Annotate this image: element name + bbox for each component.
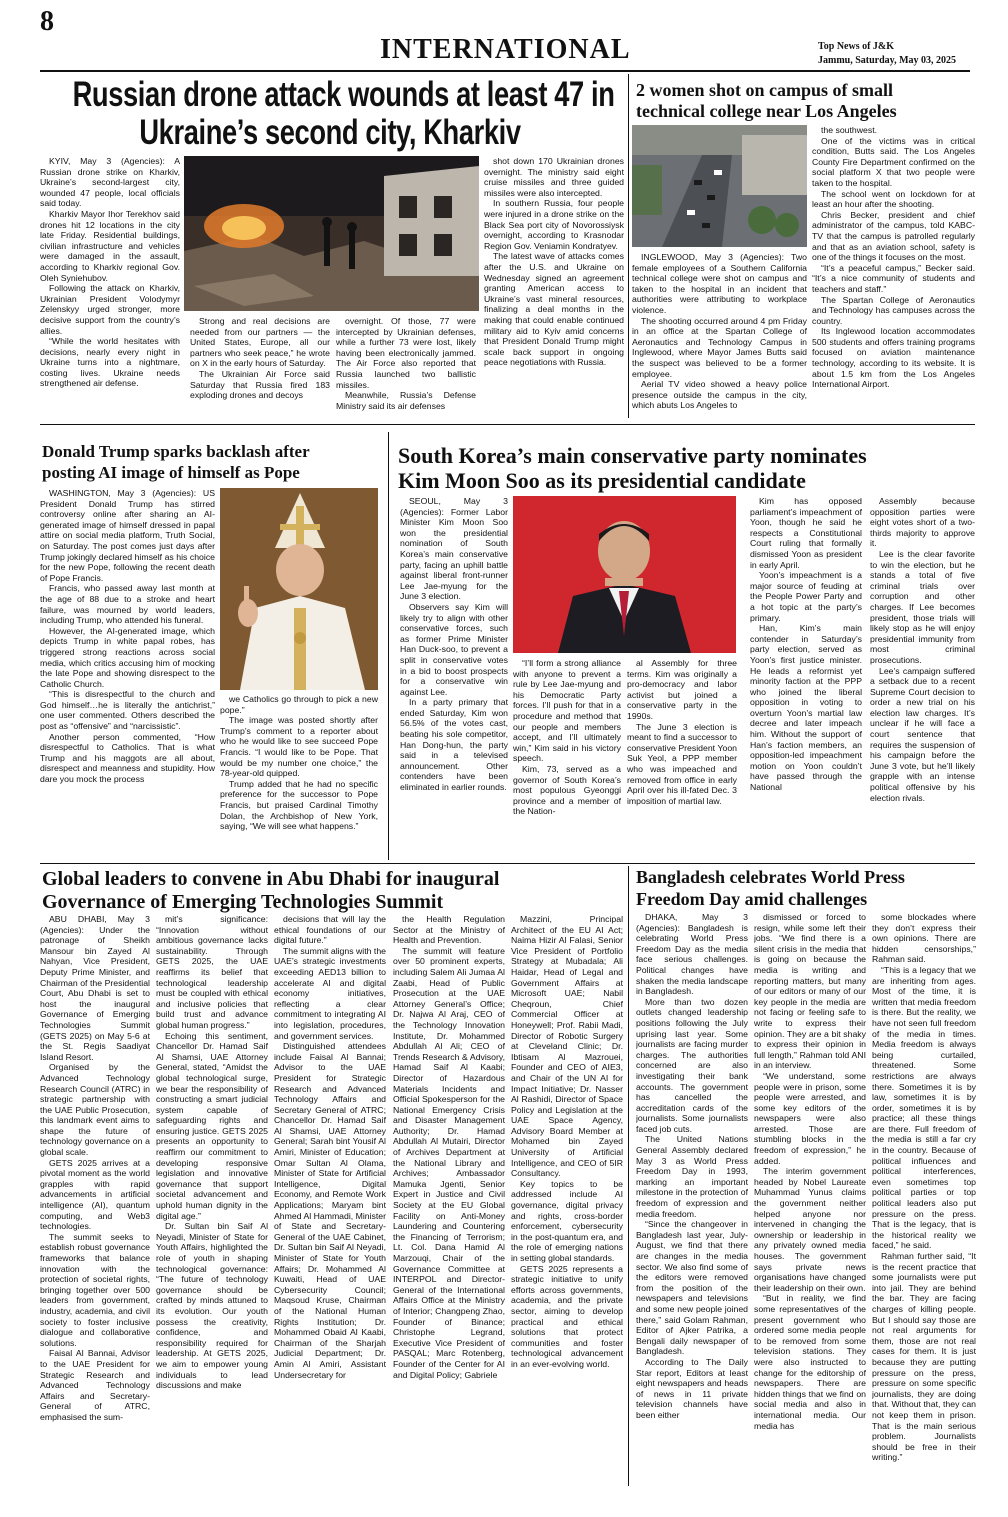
text-column [393, 914, 505, 1484]
section-title: INTERNATIONAL [380, 34, 631, 65]
headline-line: Global leaders to convene in Abu Dhabi for inaugural [42, 868, 500, 890]
paragraph: Kim has opposed parliament’s impeachment of Yoon, though he said he respects a Constitutional Court ruling that formally dismissed Yoon as president in early April. [750, 496, 862, 570]
paragraph: Meanwhile, Russia’s Defense Ministry said its air defenses [336, 390, 476, 411]
paragraph: The school went on lockdown for at least an hour after the shooting. [812, 188, 975, 210]
headline-line: Russian drone attack wounds at least 47 in [72, 75, 615, 114]
paragraph: The United Nations General Assembly declared May 3 as World Press Freedom Day in 1993, marking an important milestone in the protection of freedom of expression and media freedom. [636, 1134, 748, 1219]
paragraph: Trump added that he had no specific preference for the successor to Pope Francis, but praised Cardinal Timothy Dolan, the Archbishop of New York, saying, “We will see what happens.” [220, 778, 378, 832]
paragraph: mit’s significance: “Innovation without ambitious governance lacks sustainability. Through GETS 2025, the UAE reaffirms its belief that technological leadership must be coupled with ethical and inclusive policies that build trust and advance global human progress.” [156, 914, 268, 1030]
paragraph: KYIV, May 3 (Agencies): A Russian drone strike on Kharkiv, Ukraine’s second-largest city, wounded 47 people, local officials said today. [40, 156, 180, 209]
paragraph: Rahman further said, “It is the recent practice that some journalists were put into jail. They are behind the bar. They are facing charges of killing people. But I should say those are not real arguments for them, those are not real cases for them. It is just because they are putting pressure on the press, pressure on some specific journalists, they are doing that. Without that, they can not keep them in prison. That is the main serious problem. Journalists should be free in their writing.” [872, 1251, 976, 1463]
paragraph: In southern Russia, four people were injured in a drone strike on the Black Sea port city of Novorossiysk overnight, according to Krasnodar Region Gov. Veniamin Kondratyev. [484, 198, 624, 251]
paragraph: Strong and real decisions are needed from our partners — the United States, Europe, all our partners who seek peace,” he wrote on X in the early hours of Saturday. [190, 316, 330, 369]
paragraph: One of the victims was in critical condition, Butts said. The Los Angeles County Fire Department confirmed on the social platform X that two people were taken to the hospital. [812, 135, 975, 188]
text-column [511, 914, 623, 1484]
paragraph: Kim, 73, served as a governor of South Korea’s most populous Gyeonggi province and a member of the Nation- [513, 763, 621, 817]
column-rule [628, 74, 629, 418]
paragraph: “But in reality, we find some representatives of the present government who ordered some media people to be removed from some television stations. They were also instructed to change for the editorship of newspapers. There are hidden things that we find on social media and also in international media. Our media has [754, 1293, 866, 1431]
paragraph: Faisal Al Bannai, Advisor to the UAE President for Strategic Research and Advanced Technology Affairs and Secretary-General of ATRC, emphasised the sum- [40, 1348, 150, 1422]
paragraph: Organised by the Advanced Technology Research Council (ATRC) in strategic partnership with the UAE Public Prosecution, this landmark event aims to shape the future of technology governance on a global scale. [40, 1062, 150, 1158]
text-column [812, 125, 975, 418]
paragraph: “I’ll form a strong alliance with anyone to prevent a rule by Lee Jae-myung and his Democratic Party forces. I’ll push for that in a procedure and method that our people and members accept, and I’ll ultimately win,” Kim said in his victory speech. [513, 658, 621, 764]
paragraph: The summit seeks to establish robust governance frameworks that balance innovation with the protection of societal rights, bringing together over 500 leaders from government, industry, academia, and civil society to foster inclusive dialogue and collaborative solutions. [40, 1231, 150, 1348]
paragraph: The image was posted shortly after Trump’s comment to a reporter about who he would like to see succeed Pope Francis. “I would like to be Pope. That would be my number one choice,” the 78-year-old quipped. [220, 715, 378, 779]
section-rule [40, 424, 975, 425]
text-column [513, 658, 621, 858]
paragraph: “Since the changeover in Bangladesh last year, July-August, we find that there are changes in the media sector. We also find some of the editors were removed from the position of the newspapers and televisions and some new people joined there,” said Golam Rahman, Editor of Ajker Patrika, a Bengali daily newspaper of Bangladesh. [636, 1219, 748, 1357]
paragraph: The summit aligns with the UAE’s strategic investments exceeding AED13 billion to accelerate AI and digital economy initiatives, reflecting a clear commitment to integrating AI into legislation, procedures, and government services. [274, 945, 386, 1041]
text-column [40, 914, 150, 1484]
text-column [750, 496, 862, 858]
paragraph: DHAKA, May 3 (Agencies): Bangladesh is celebrating World Press Freedom Day as the media face serious challenges. Political changes have shaken the media landscape in Bangladesh. [636, 912, 748, 997]
paragraph: Chris Becker, president and chief administrator of the campus, told KABC-TV that the campus is patrolled regularly and that as an aviation school, safety is one of the things it focuses on the most. [812, 209, 975, 263]
paragraph: Distinguished attendees include Faisal Al Bannai; Advisor to the UAE President for Strategic Research and Advanced Technology Affairs and Secretary General of ATRC; Chancellor Dr. Hamad Saif Al Shamsi, UAE Attorney General; Sarah bint Yousif Al Amiri, Minister of Education; Omar Sultan Al Olama, Minister of State for Artificial Intelligence, Digital Economy, and Remote Work Applications; Maryam bint Ahmed Al Hammadi, Minister of State and Secretary-General of the UAE Cabinet, Dr. Sultan bin Saif Al Neyadi, Minister of State for Youth Affairs; Dr. Mohammed Al Kuwaiti, Head of UAE Cybersecurity Council; Maqsoud Kruse, Chairman of the National Human Rights Institution; Dr. Mohammed Obaid Al Kaabi, Chairman of the Sharjah Judicial Department; Dr. Amin Al Amiri, Assistant Undersecretary for [274, 1041, 386, 1380]
paragraph: the southwest. [821, 125, 878, 135]
page-number: 8 [40, 6, 54, 37]
aerial-image [632, 125, 807, 247]
paragraph: “We understand, some people were in prison, some people were arrested, and some key editors of the newspapers were also arrested. Those are stumbling blocks in the freedom of expression,” he added. [754, 1070, 866, 1166]
column-rule [628, 866, 629, 1486]
paragraph: More than two dozen outlets changed leadership positions following the July uprising last year. Some journalists are facing murder charges. The authorities concerned are also investigating their bank accounts. The government has cancelled the accreditation cards of the journalists. Some journalists faced job cuts. [636, 996, 748, 1134]
paragraph: Yoon’s impeachment is a major source of feuding at the People Power Party and a hot topic at the party’s primary. [750, 570, 862, 623]
text-column [870, 496, 975, 858]
candidate-portrait [513, 496, 736, 653]
paragraph: The summit will feature over 50 prominent experts, including Salem Ali Jumaa Al Zaabi, Head of Public Prosecution at the UAE Attorney General’s Office; Dr. Najwa Al Araj, CEO of the Technology Innovation Institute, Dr. Mohammed Abdullah Al Ali; CEO of Trends Research & Advisory, Hamad Saif Al Kaabi; Director of Hazardous Materials Incidents and Official Spokesperson for the National Emergency Crisis and Disaster Management Authority; Dr. Hamad Abdullah Al Mutairi, Director of Archives Department at the National Library and Archives; Ambassador Mamuka Jgenti, Senior Expert in Justice and Civil Society at the EU Global Facility on Anti-Money Laundering and Countering the Financing of Terrorism; Lt. Col. Dana Hamid Al Marzouqi, Chair of the Governance Committee at INTERPOL and Director-General of the International Affairs Office at the Ministry of Interior; Changpeng Zhao, Founder of Binance; Christophe Legrand, Executive Vice President of PASQAL; Marc Rotenberg, Founder of the Center for AI and Digital Policy; Gabriele [393, 945, 505, 1380]
paragraph: overnight. Of those, 77 were intercepted by Ukrainian defenses, while a further 73 were lost, likely having been electronically jammed. The Air Force also reported that Russia launched two ballistic missiles. [336, 316, 476, 390]
paragraph: Another person commented, “How disrespectful to Catholics. That is what Trump and his maggots are all about, disrespect and meanness and stupidity. How dare you mock the process [40, 731, 215, 785]
headline [636, 866, 976, 910]
paragraph: al Assembly for three terms. Kim was originally a pro-democracy and labor activist but joined a conservative party in the 1990s. [627, 658, 737, 721]
paragraph: WASHINGTON, May 3 (Agencies): US President Donald Trump has stirred controversy online after sharing an AI-generated image of himself dressed in papal attire on social media platform, Truth Social, on Saturday. The post comes just days after Trump jokingly declared himself as his choice for the new Pope, following the recent death of Pope Francis. [40, 488, 215, 583]
headline [398, 443, 978, 493]
paragraph: The Spartan College of Aeronautics and Technology has campuses across the country. [812, 294, 975, 326]
paragraph: ABU DHABI, May 3 (Agencies): Under the patronage of Sheikh Mansour bin Zayed Al Nahyan, Vice President, Deputy Prime Minister, and Chairman of the Presidential Court, Abu Dhabi is set to host the inaugural Governance of Emerging Technologies Summit (GETS 2025) on May 5-6 at the St. Regis Saadiyat Island Resort. [40, 914, 150, 1062]
text-column [872, 912, 976, 1484]
headline-line: Governance of Emerging Technologies Summit [42, 891, 444, 913]
rubble-image [184, 156, 479, 311]
paragraph: shot down 170 Ukrainian drones overnight. The ministry said eight cruise missiles and three guided missiles were also intercepted. [484, 156, 624, 198]
text-column [156, 914, 268, 1484]
headline [72, 75, 615, 152]
paragraph: Mazzini, Principal Architect of the EU AI Act; Naima Hizir Al Falasi, Senior Vice President of Portfolio Strategy at Mubadala; Ali Haidar, Head of Legal and Government Affairs at Microsoft UAE; Nabil Cheqroun, Chief Commercial Officer at Honeywell; Prof. Rabii Madi, Director of Robotic Surgery at Cleveland Clinic; Dr. Ibtisam Al Mazrouei, Founder and CEO of AIE3, and Chair of the UN AI for Impact Initiative; Dr. Nasser Al Rashidi, Director of Space Policy and Legislation at the UAE Space Agency, Advisory Board Member at Mohamed bin Zayed University of Artificial Intelligence, and CEO of 5IR Consultancy. [511, 914, 623, 1179]
paragraph: The Ukrainian Air Force said Saturday that Russia fired 183 exploding drones and decoys [190, 368, 330, 401]
headline-line: South Korea’s main conservative party nominates [398, 443, 867, 468]
paragraph: “It’s a peaceful campus,” Becker said. “It’s a nice community of students and teachers and staff.” [812, 262, 975, 294]
paragraph: Han, Kim’s main contender in Saturday’s party election, served as Yoon’s first justice minister. He leads a reformist yet minority faction at the PPP who joined the liberal opposition in voting to overturn Yoon’s martial law decree and later impeach him. Without the support of Han’s faction members, an opposition-led impeachment motion on Yoon couldn’t have passed through the National [750, 623, 862, 793]
paragraph: INGLEWOOD, May 3 (Agencies): Two female employees of a Southern California technical college were shot on campus and taken to the hospital in an incident that authorities were attributing to workplace violence. [632, 252, 807, 315]
paragraph: dismissed or forced to resign, while some left their jobs. “We find there is a silent crisis in the media that is going on because the media is writing and reporting matters, but many of our editors or many of our key people in the media are not facing or feeling safe to write to express their opinion. They are a bit shaky to express their opinion in full length,” Rahman told ANI in an interview. [754, 912, 866, 1071]
paragraph: the Health Regulation Sector at the Ministry of Health and Prevention. [393, 914, 505, 946]
text-column [484, 156, 624, 416]
kim-moon-soo-photo [513, 496, 736, 653]
headline-line: posting AI image of himself as Pope [42, 463, 300, 482]
text-column [636, 912, 748, 1484]
paragraph: The June 3 election is meant to find a successor to conservative President Yoon Suk Yeol, a PPP member who was impeached and removed from office in early April over his ill-fated Dec. 3 imposition of martial law. [627, 721, 737, 806]
paragraph: SEOUL, May 3 (Agencies): Former Labor Minister Kim Moon Soo won the presidential nomination of South Korea’s main conservative party, facing an uphill battle against liberal front-runner Lee Jae-myung for the June 3 election. [400, 496, 508, 602]
headline-line: Bangladesh celebrates World Press [636, 867, 905, 887]
headline-line: 2 women shot on campus of small [636, 80, 894, 100]
kharkiv-photo [184, 156, 479, 311]
pope-image [220, 488, 378, 690]
masthead-info [818, 40, 956, 68]
paragraph: Lee’s campaign suffered a setback due to a recent Supreme Court decision to order a new trial on his election law charges. It’s unclear if he will face a court sentence that requires the suspension of his campaign before the June 3 vote, but he’ll likely grapple with an intense political offensive by his election rivals. [870, 665, 975, 803]
paragraph: GETS 2025 represents a strategic initiative to unify efforts across governments, academia, and the private sector, aiming to develop practical and ethical solutions that protect communities and foster technological advancement in an ever-evolving world. [511, 1263, 623, 1369]
column-rule [388, 432, 389, 860]
text-column [632, 252, 807, 418]
paragraph: Following the attack on Kharkiv, Ukrainian President Volodymyr Zelenskyy urged stronger, more decisive support from the country’s allies. [40, 283, 180, 336]
text-column [754, 912, 866, 1484]
paragraph: “This is disrespectful to the church and God himself…he is literally the antichrist,” one user commented. Others described the post as “offensive” and “narcissistic”. [40, 689, 215, 732]
headline-line: Kim Moon Soo as its presidential candidate [398, 468, 806, 493]
paragraph: GETS 2025 arrives at a pivotal moment as the world grapples with rapid advancements in artificial intelligence (AI), quantum computing, and Web3 technologies. [40, 1157, 150, 1232]
paragraph: Kharkiv Mayor Ihor Terekhov said drones hit 12 locations in the city late Friday. Residential buildings, civilian infrastructure and vehicles were damaged in the assault, according to Kharkiv regional Gov. Oleh Syniehubov. [40, 208, 180, 283]
paragraph: The shooting occurred around 4 pm Friday in an office at the Spartan College of Aeronautics and Technology Campus in Inglewood, where Mayor James Butts said the suspect was believed to be a former employee. [632, 315, 807, 379]
paragraph: Echoing this sentiment, Chancellor Dr. Hamad Saif Al Shamsi, UAE Attorney General, stated, “Amidst the global technological surge, we bear the responsibility of constructing a smart judicial system capable of safeguarding rights and ensuring justice. GETS 2025 presents an opportunity to reaffirm our commitment to developing responsive legislation and innovative governance that support societal advancement and uphold human dignity in the digital age.” [156, 1030, 268, 1221]
paragraph: According to The Daily Star report, Editors at least eight newspapers and heads of news in 11 private television channels have been either [636, 1356, 748, 1420]
headline-line: Freedom Day amid challenges [636, 889, 868, 909]
paragraph: Key topics to be addressed include AI governance, digital privacy and rights, cross-border enforcement, cybersecurity in the post-quantum era, and the role of emerging nations in setting global standards. [511, 1178, 623, 1263]
papal-figure-image [220, 488, 378, 690]
text-column [336, 316, 476, 416]
headline [42, 441, 382, 483]
text-column [190, 316, 330, 416]
paper-name: Top News of J&K [818, 41, 895, 52]
text-column [40, 156, 180, 414]
paragraph: “While the world hesitates with decisions, nearly every night in Ukraine turns into a nightmare, costing lives. Ukraine needs strengthened air defense. [40, 336, 180, 389]
section-rule [40, 863, 975, 864]
headline-line: Donald Trump sparks backlash after [42, 442, 310, 461]
text-column [220, 694, 378, 856]
paragraph: some blockades where they don’t express their own opinions. There are hidden censorships,” Rahman said. [872, 912, 976, 965]
header-rule [40, 70, 970, 72]
paragraph: Observers say Kim will likely try to align with other conservative forces, such as former Prime Minister Han Duck-soo, to prevent a split in conservative votes in a bid to boost prospects for a conservative win against Lee. [400, 601, 508, 697]
paragraph: we Catholics go through to pick a new pope.” [220, 694, 378, 715]
headline-line: technical college near Los Angeles [636, 101, 897, 121]
text-column [274, 914, 386, 1484]
paragraph: Lee is the clear favorite to win the election, but he stands a total of five criminal trials over corruption and other charges. If Lee becomes president, those trials will likely stop as he will enjoy presidential immunity from most criminal prosecutions. [870, 548, 975, 665]
paragraph: However, the AI-generated image, which depicts Trump in white papal robes, has triggered strong reactions across social media, which critics accusing him of mocking the late Pope and showing disrespect to the Catholic Church. [40, 625, 215, 689]
text-column [627, 658, 737, 858]
paragraph: The latest wave of attacks comes after the U.S. and Ukraine on Wednesday signed an agreement granting American access to Ukraine’s vast mineral resources, finalizing a deal months in the making that could enable continued military aid to Kyiv amid concerns that President Donald Trump might scale back support in ongoing peace negotiations with Russia. [484, 251, 624, 368]
headline [42, 868, 622, 914]
headline-line: Ukraine’s second city, Kharkiv [139, 113, 521, 152]
paragraph: Aerial TV video showed a heavy police presence outside the campus in the city, which abuts Los Angeles to [632, 379, 807, 411]
paragraph: decisions that will lay the ethical foundations of our digital future.” [274, 914, 386, 946]
text-column [40, 488, 215, 856]
text-column [400, 496, 508, 858]
campus-aerial-photo [632, 125, 807, 247]
paragraph: “This is a legacy that we are inheriting from ages. Most of the time, it is written that media freedom is there. But the reality, we have not seen full freedom of the media in times. Media freedom is always being curtailed, threatened. Some restrictions are always there. Sometimes it is by law, sometimes it is by order, sometimes it is by practice; all these things are there. Full freedom of the media is still a far cry in the country. Because of political influences and political interferences, even sometimes top political parties or top political leaders also put pressure on the press. That is the legacy, that is the historical reality we faced,” he said. [872, 964, 976, 1251]
paragraph: Francis, who passed away last month at the age of 88 due to a stroke and heart failure, was mourned by world leaders, including Trump, who attended his funeral. [40, 583, 215, 626]
paragraph: In a party primary that ended Saturday, Kim won 56.5% of the votes cast, beating his sole competitor, Han Dong-hun, the party said in a televised announcement. Other contenders have been eliminated in earlier rounds. [400, 697, 508, 793]
headline [636, 80, 976, 122]
paragraph: The interim government headed by Nobel Laureate Muhammad Yunus claims the government neither helped anyone nor intervened in changing the ownership or leadership in any privately owned media houses. The government says private news organisations have changed their leadership on their own. [754, 1166, 866, 1293]
dateline: Jammu, Saturday, May 03, 2025 [818, 55, 957, 66]
paragraph: Dr. Sultan bin Saif Al Neyadi, Minister of State for Youth Affairs, highlighted the role of youth in shaping technological governance: “The future of technology governance should be crafted by minds attuned to its evolution. Our youth possess the creativity, confidence, and responsibility required for leadership. At GETS 2025, we aim to empower young individuals to lead discussions and make [156, 1221, 268, 1391]
paragraph: Its Inglewood location accommodates 500 students and offers training programs focused on aviation maintenance technology, according to its website. It is about 1.5 km from the Los Angeles International Airport. [812, 326, 975, 390]
paragraph: Assembly because opposition parties were eight votes short of a two-thirds majority to approve it. [870, 496, 975, 549]
